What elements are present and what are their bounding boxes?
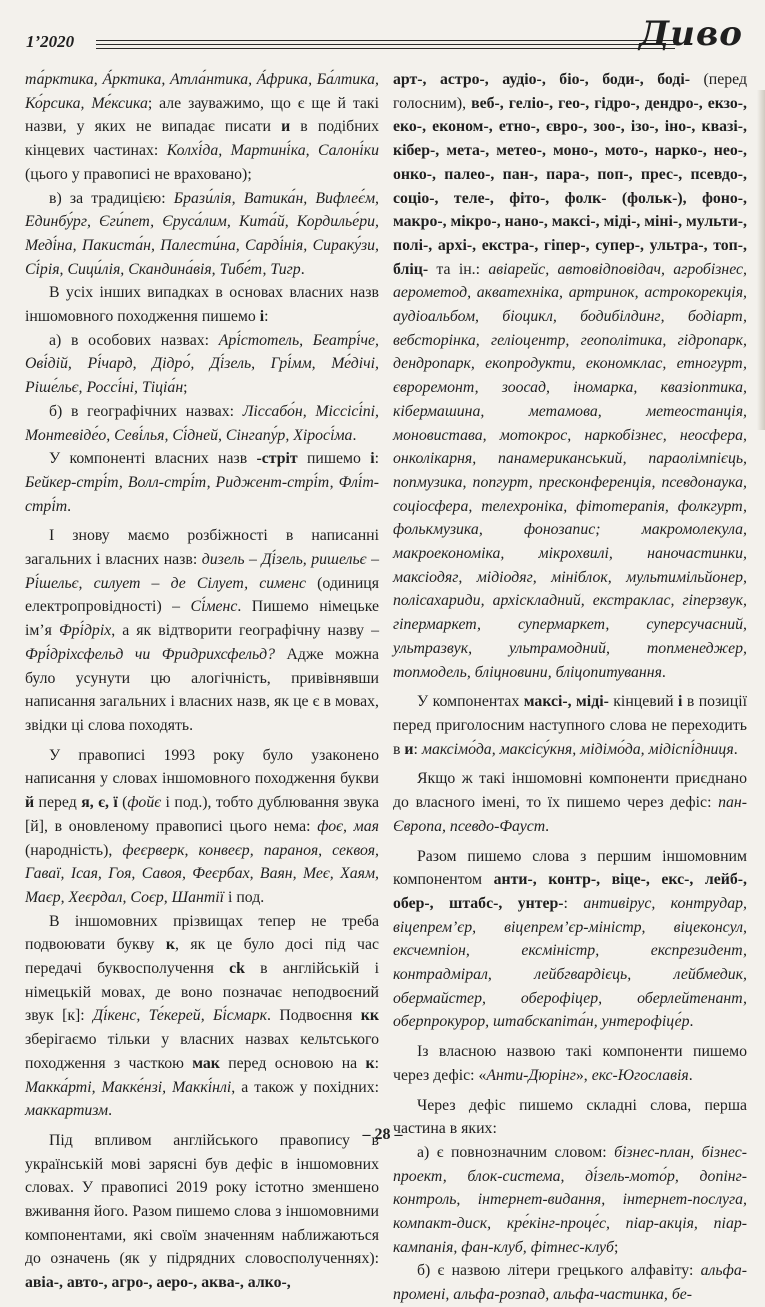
paragraph: В усіх інших випадках в основах власних назв іншомовного походження пишемо і:: [25, 284, 379, 326]
paragraph: Під впливом англійського правопису в українській мові зарясні був дефіс в іншомовних словах. У правописі 2019 року істотно зменшено вживання його. Разом пишемо слова з іншомовними компонентами, які своїм значенням наближаються до означень (як у підрядних словосполученнях): авіа-, авто-, агро-, аеро-, аква-, алко-,: [25, 1131, 379, 1292]
paragraph: а) є повнозначним словом: бізнес-план, бізнес-проект, блок-система, ді́зель-мото́р, допінг-контроль, інтернет-видання, інтернет-послуга, компакт-диск, кре́кінг-проце́с, піар-акція, піар-кампанія, фан-клуб, фітнес-клуб;: [393, 1143, 747, 1256]
paragraph: Якщо ж такі іншомовні компоненти приєднано до власного імені, то їх пишемо через дефіс: пан-Європа, псевдо-Фауст.: [393, 770, 747, 835]
right-column: [393, 68, 748, 1304]
paragraph: б) є назвою літери грецького алфавіту: альфа-промені, альфа-розпад, альфа-частинка, бе-: [393, 1262, 747, 1304]
paragraph: а) в особових назвах: Арі́стотель, Беатрі́че, Ові́дій, Рі́чард, Дідро́, Ді́зель, Грі́мм, Ме́дічі, Ріше́льє, Россі́ні, Тіціа́н;: [25, 331, 380, 397]
page-header: [0, 0, 765, 68]
paragraph: арт-, астро-, аудіо-, біо-, боди-, боді- (перед голосним), веб-, геліо-, гео-, гідро-, дендро-, екзо-, еко-, економ-, етно-, євро-, зоо-, ізо-, іно-, квазі-, кібер-, мета-, метео-, моно-, мото-, нарко-, нео-, онко-, палео-, пан-, пара-, поп-, прес-, псевдо-, соціо-, теле-, фіто-, фолк- (фольк-), фоно-, макро-, мікро-, нано-, максі-, міді-, міні-, мульти-, полі-, архі-, екстра-, гіпер-, супер-, ультра-, топ-, бліц- та ін.: авіарейс, автовідповідач, агробізнес, аерометод, акватехніка, артринок, астрокорекція, аудіоальбом, біоцикл, бодибілдинг, бодіарт, вебсторінка, геліоцентр, геополітика, гідропарк, дендропарк, екопродукти, економклас, етногурт, євроремонт, зоосад, іномарка, квазіоптика, кібермашина, метамова, метеостанція, моновистава, мотокрос, наркобізнес, неосфера, онколікарня, панамериканський, параолімпієць, попмузика, попгурт, пресконференція, псевдонаука, соціосфера, телехроніка, фітотерапія, фолкгурт, фолькмузика, фонозапис; макромолекула, макроекономіка, мікрохвилі, наночастинки, максіодяг, мідіодяг, мініблок, мультимільйонер, полісахариди, архіскладний, екстраклас, гіперзвук, гіпермаркет, супермаркет, суперсучасний, ультразвук, ультрамодний, топменеджер, топмодель, бліцновини, бліцопитування.: [393, 71, 748, 681]
page-number: – 28 –: [362, 1126, 403, 1143]
paragraph: І знову маємо розбіжності в написанні загальних і власних назв: дизель – Ді́зель, ришельє – Рі́шельє, силует – де Сілует, сименс (одиниця електропровідності) – Сі́менс. Пишемо німецьке ім’я Фрі́дріх, а як відтворити географічну назву – Фрі́дріхсфельд чи Фридрихсфельд? Адже можна було усунути цю алогічність, привівнявши написання загальних і власних назв, як це є в мовах, звідки ці слова походять.: [25, 527, 379, 734]
paragraph: Разом пишемо слова з першим іншомовним компонентом анти-, контр-, віце-, екс-, лейб-, обер-, штабс-, унтер-: антивірус, контрудар, віцепрем’єр, віцепрем’єр-міністр, віцеконсул, ексчемпіон, ексміністр, експрезидент, контрадмірал, лейбгвардієць, лейбмедик, обермайстер, оберофіцер, оберлейтенант, оберпрокурор, штабскапіта́н, унтерофіце́р.: [393, 847, 747, 1031]
paragraph: Через дефіс пишемо складні слова, перша частина в яких:: [393, 1096, 747, 1138]
paragraph: У правописі 1993 року було узаконено написання у словах іншомовного походження букви й перед я, є, ї (фойє і под.), тобто дублювання звука [й], в оновленому правописі цього нема: фоє, мая (народність), феєрверк, конвеєр, параноя, секвоя, Гаваї, Ісая, Гоя, Савоя, Феєрбах, Ваян, Меє, Хаям, Маєр, Хеєрдал, Соєр, Шантії і под.: [25, 746, 380, 906]
paragraph: В іншомовних прізвищах тепер не треба подвоювати букву к, як це було досі під час передачі буквосполучення ck в англійській і німецькій мовах, де воно позначає неподвоєний звук [к]: Ді́кенс, Те́керей, Бі́смарк. Подвоєння кк зберігаємо тільки у власних назвах кельтського походження з часткою мак перед основою на к: Макка́рті, Макке́нзі, Маккі́нлі, а також у похідних: маккартизм.: [25, 912, 379, 1120]
header-rule: [96, 44, 675, 45]
page-edge-shadow: [757, 90, 765, 430]
paragraph: б) в географічних назвах: Ліссабо́н, Міссісі́пі, Монтевіде́о, Севі́лья, Сі́дней, Сінгапу́р, Хіросі́ма.: [25, 402, 379, 444]
journal-logo: Дивo: [639, 14, 743, 54]
paragraph: У компонентах максі-, міді- кінцевий і в позиції перед приголосним наступного слова не переходить в и: максімо́да, максісу́кня, мідімо́да, мідіспі́дниця.: [393, 693, 747, 758]
paragraph: Із власною назвою такі компоненти пишемо через дефіс: «Анти-Дюрінг», екс-Югославія.: [393, 1043, 747, 1084]
paragraph: в) за традицією: Брази́лія, Ватика́н, Вифлеє́м, Единбу́рг, Єги́пет, Єруса́лим, Кита́й, Кордилье́ри, Меді́на, Пакиста́н, Палести́на, Сарді́нія, Сираку́зи, Сі́рія, Сици́лія, Скандина́вія, Тибе́т, Тигр.: [25, 189, 379, 278]
issue-number: 1’2020: [26, 32, 75, 51]
header-rule: [96, 40, 675, 41]
paragraph: У компоненті власних назв -стріт пишемо і: Бейкер-стрі́т, Волл-стрі́т, Риджент-стрі́т, Флі́т-стрі́т.: [25, 450, 379, 515]
header-rule: [96, 48, 675, 49]
left-column: [25, 68, 380, 1292]
paragraph: та́рктика, А́рктика, Атла́нтика, А́фрика, Ба́лтика, Ко́рсика, Ме́ксика; але зауважимо, що є ще й такі назви, у яких не випадає писати и в подібних кінцевих частинах: Колхі́да, Мартині́ка, Салоні́ки (цього у правописі не враховано);: [25, 71, 380, 183]
